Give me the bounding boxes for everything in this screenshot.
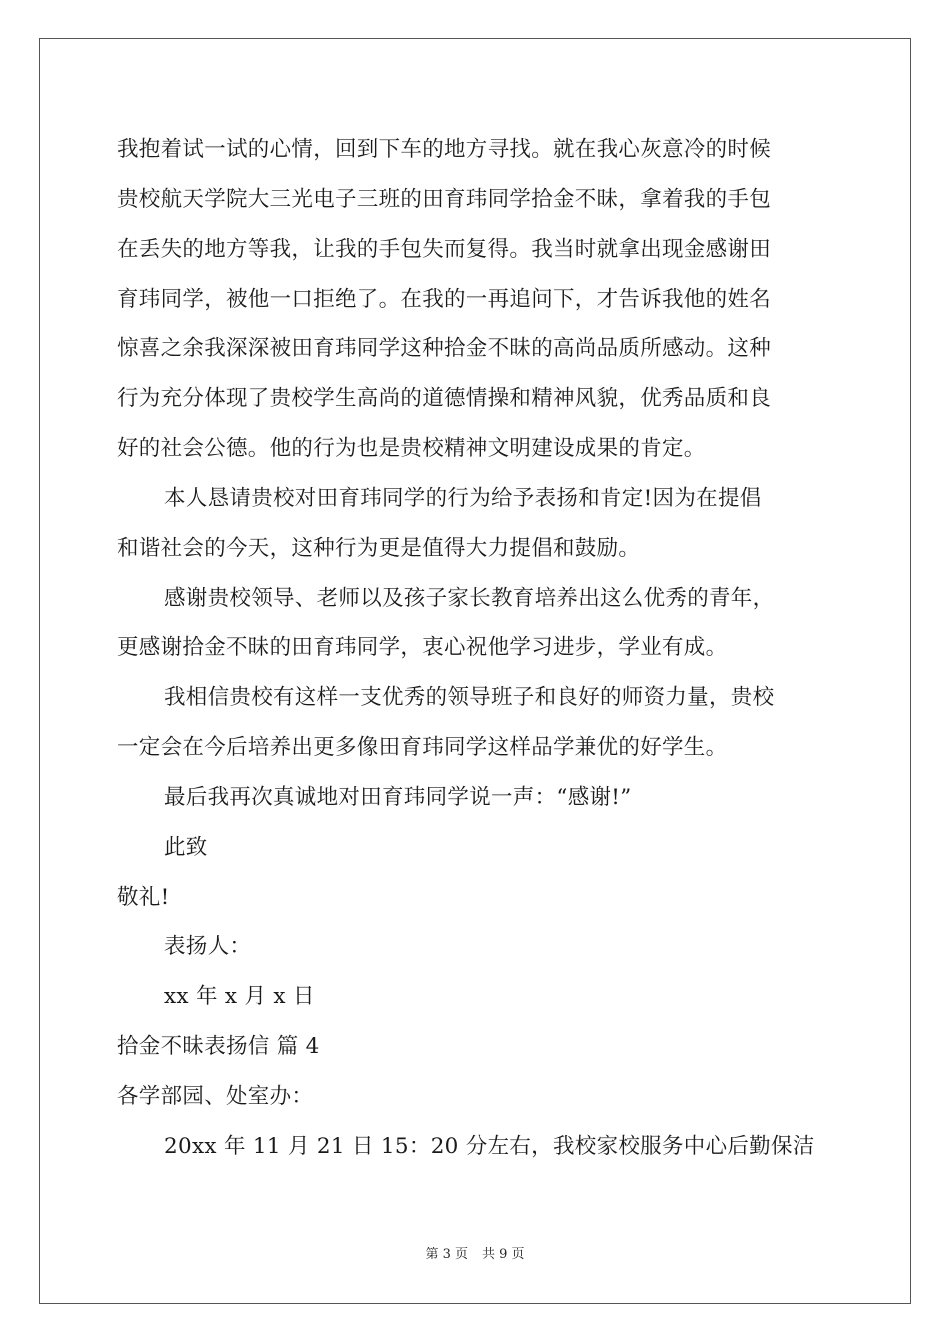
page-footer: [0, 1246, 950, 1264]
page-total: 共 9 页: [482, 1247, 525, 1262]
body-line-9: 和谐社会的今天，这种行为更是值得大力提倡和鼓励。: [117, 536, 641, 561]
closing-jingli: 敬礼!: [117, 885, 170, 910]
closing-cizhi: 此致: [164, 835, 208, 860]
signature-label: 表扬人：: [164, 934, 252, 959]
body-line-14: 最后我再次真诚地对田育玮同学说一声：“感谢!”: [164, 785, 632, 810]
page-border: [39, 38, 911, 1304]
body-line-2: 贵校航天学院大三光电子三班的田育玮同学拾金不昧，拿着我的手包: [117, 187, 772, 212]
section-heading: 拾金不昧表扬信 篇 4: [117, 1034, 320, 1059]
body-line-7: 好的社会公德。他的行为也是贵校精神文明建设成果的肯定。: [117, 436, 706, 461]
body-line-6: 行为充分体现了贵校学生高尚的道德情操和精神风貌，优秀品质和良: [117, 386, 772, 411]
signature-date: xx 年 x 月 x 日: [164, 984, 315, 1009]
body-line-10: 感谢贵校领导、老师以及孩子家长教育培养出这么优秀的青年，: [164, 586, 775, 611]
body-line-12: 我相信贵校有这样一支优秀的领导班子和良好的师资力量，贵校: [164, 685, 775, 710]
body-line-11: 更感谢拾金不昧的田育玮同学，衷心祝他学习进步，学业有成。: [117, 635, 728, 660]
body-line-3: 在丢失的地方等我，让我的手包失而复得。我当时就拿出现金感谢田: [117, 237, 772, 262]
body-line-5: 惊喜之余我深深被田育玮同学这种拾金不昧的高尚品质所感动。这种: [117, 336, 772, 361]
page-number: 第 3 页: [425, 1247, 468, 1262]
body-line-1: 我抱着试一试的心情，回到下车的地方寻找。就在我心灰意冷的时候: [117, 137, 772, 162]
body-line-8: 本人恳请贵校对田育玮同学的行为给予表扬和肯定!因为在提倡: [164, 486, 762, 511]
body-line-13: 一定会在今后培养出更多像田育玮同学这样品学兼优的好学生。: [117, 735, 728, 760]
salutation: 各学部园、处室办：: [117, 1084, 314, 1109]
body-line-next: 20xx 年 11 月 21 日 15：20 分左右，我校家校服务中心后勤保洁: [164, 1134, 815, 1159]
body-line-4: 育玮同学，被他一口拒绝了。在我的一再追问下，才告诉我他的姓名: [117, 287, 772, 312]
